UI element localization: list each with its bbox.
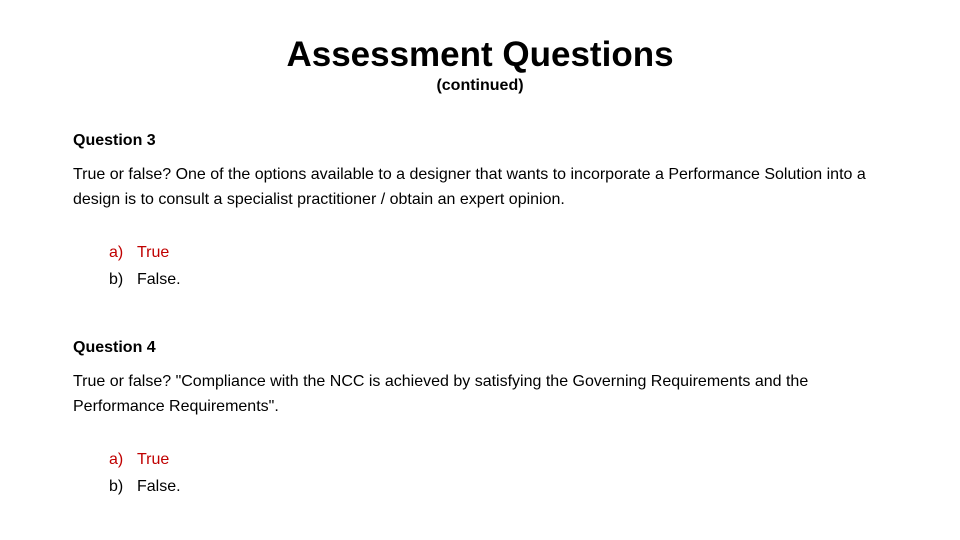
question-3	[73, 131, 893, 297]
option-label: True	[137, 451, 170, 468]
option-letter: a)	[109, 451, 124, 468]
option-a	[109, 450, 893, 470]
option-label: False.	[137, 478, 181, 495]
question-4	[73, 338, 893, 504]
answer-options	[73, 243, 893, 290]
option-label: True	[137, 244, 170, 261]
question-heading: Question 4	[73, 339, 156, 356]
option-b	[109, 270, 893, 290]
slide-subtitle: (continued)	[436, 77, 524, 94]
option-letter: a)	[109, 244, 124, 261]
option-letter: b)	[109, 478, 124, 495]
option-b	[109, 477, 893, 497]
option-label: False.	[137, 271, 181, 288]
question-heading: Question 3	[73, 132, 156, 149]
question-text: True or false? One of the options available to a designer that wants to incorporate a Performance Solution into a design is to consult a specialist practitioner / obtain an expert opinion.	[73, 166, 866, 208]
question-text: True or false? "Compliance with the NCC is achieved by satisfying the Governing Requirements and the Performance Requirements".	[73, 373, 809, 415]
slide-title: Assessment Questions	[286, 35, 674, 74]
answer-options	[73, 450, 893, 497]
option-letter: b)	[109, 271, 124, 288]
option-a	[109, 243, 893, 263]
